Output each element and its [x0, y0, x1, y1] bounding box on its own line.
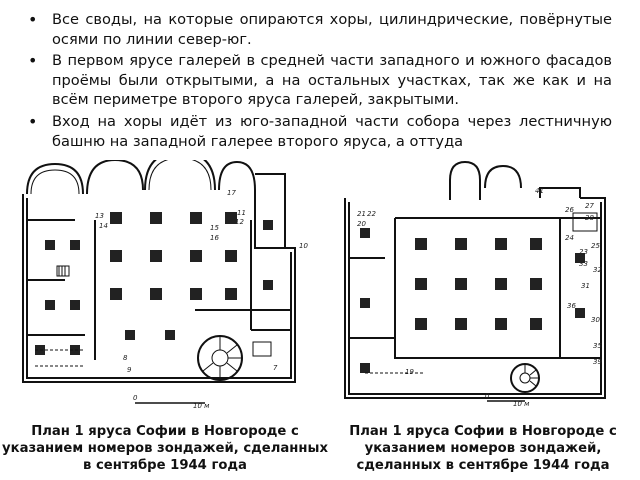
svg-text:25: 25	[591, 242, 600, 250]
svg-text:27: 27	[585, 202, 594, 210]
svg-text:39: 39	[593, 358, 602, 366]
svg-text:10: 10	[299, 242, 308, 250]
svg-text:30: 30	[591, 316, 600, 324]
svg-text:22: 22	[367, 210, 376, 218]
svg-text:26: 26	[565, 206, 574, 214]
figure-caption-left: План 1 яруса Софии в Новгороде с указанием номеров зондажей, сделанных в сентябре 1944 года	[2, 424, 328, 473]
svg-text:14: 14	[99, 222, 108, 230]
svg-text:32: 32	[593, 266, 602, 274]
floor-plan-right	[335, 158, 623, 412]
svg-text:9: 9	[127, 366, 132, 374]
bullet-item-galleries: • В первом ярусе галерей в средней части западного и южного фасадов проёмы были открытыми, а на остальных участках, так же как и на всём периметре второго яруса галерей, закрытыми.	[26, 51, 612, 110]
svg-text:0: 0	[485, 392, 490, 400]
svg-text:41: 41	[535, 187, 544, 195]
svg-text:33: 33	[579, 260, 588, 268]
svg-text:15: 15	[210, 224, 219, 232]
bullet-item-entrance: • Вход на хоры идёт из юго-западной части собора через лестничную башню на западной галерее второго яруса, а оттуда	[26, 112, 612, 151]
bullet-list	[26, 10, 612, 153]
svg-text:12: 12	[235, 218, 244, 226]
svg-text:36: 36	[567, 302, 576, 310]
svg-text:21: 21	[357, 210, 366, 218]
svg-text:24: 24	[565, 234, 574, 242]
svg-text:0: 0	[133, 394, 138, 402]
svg-text:31: 31	[581, 282, 590, 290]
svg-text:23: 23	[579, 248, 588, 256]
svg-text:10 м: 10 м	[513, 400, 530, 408]
bullet-item-vaults: • Все своды, на которые опираются хоры, цилиндрические, повёрнутые осями по линии север-юг.	[26, 10, 612, 49]
svg-text:13: 13	[95, 212, 104, 220]
svg-text:19: 19	[405, 368, 414, 376]
svg-text:11: 11	[237, 209, 246, 217]
floor-plan-left-drawing	[15, 160, 318, 414]
svg-text:35: 35	[593, 342, 602, 350]
svg-text:7: 7	[273, 364, 278, 372]
floor-plan-right-drawing	[335, 158, 623, 412]
figure-caption-right: План 1 яруса Софии в Новгороде с указанием номеров зондажей, сделанных в сентябре 1944 года	[349, 424, 617, 473]
svg-text:20: 20	[357, 220, 366, 228]
svg-text:16: 16	[210, 234, 219, 242]
svg-text:10 м: 10 м	[193, 402, 210, 410]
floor-plan-left	[15, 160, 318, 414]
svg-text:8: 8	[123, 354, 128, 362]
svg-text:17: 17	[227, 189, 236, 197]
svg-text:28: 28	[585, 214, 594, 222]
